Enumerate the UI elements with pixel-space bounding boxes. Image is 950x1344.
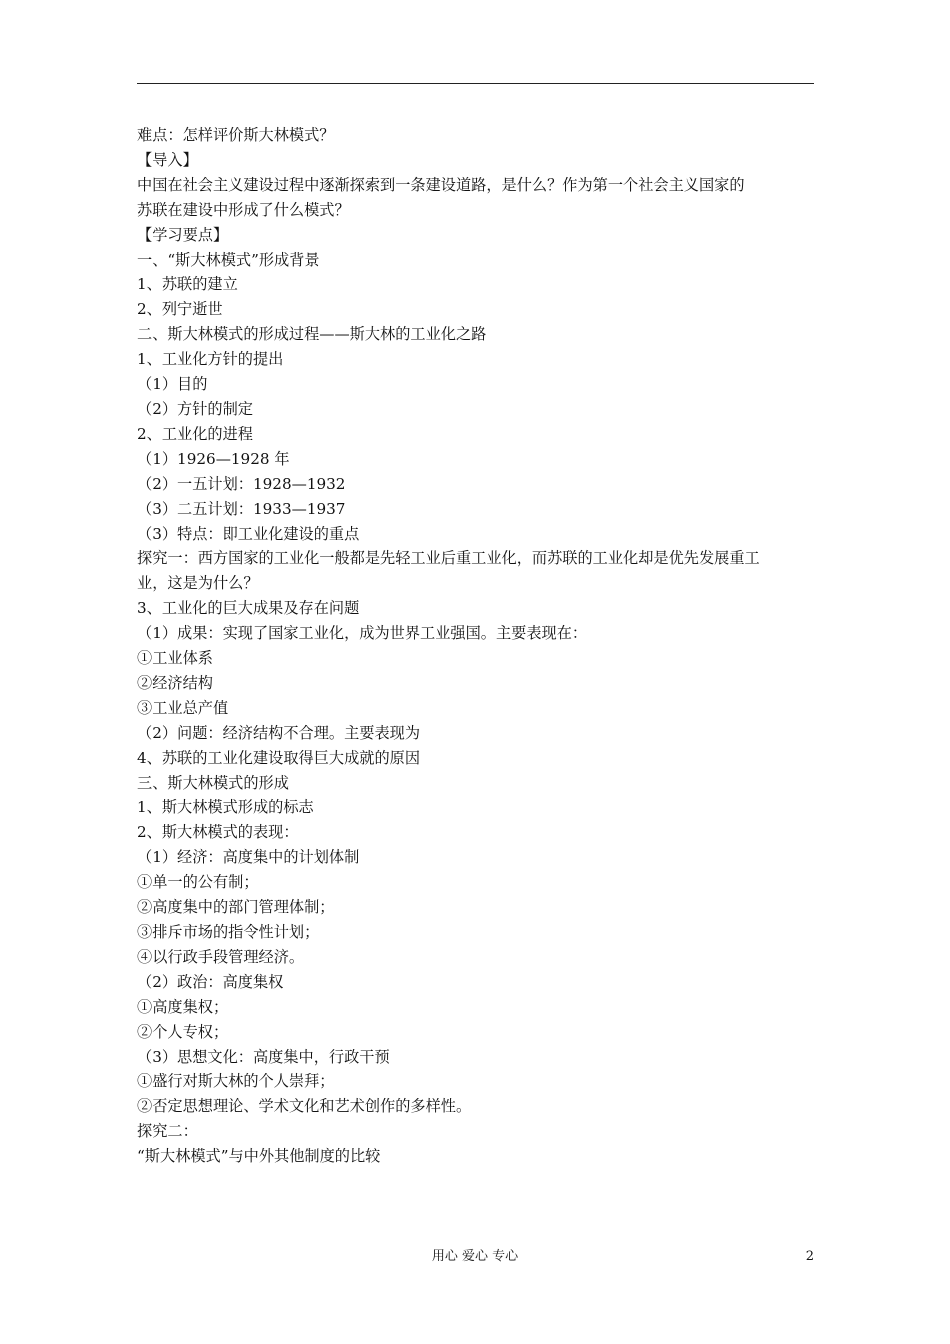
text-line: 【学习要点】 — [137, 225, 229, 244]
text-line: （1）经济：高度集中的计划体制 — [137, 848, 360, 867]
text-line: 2、斯大林模式的表现： — [137, 823, 299, 842]
document-body — [137, 123, 817, 1169]
text-line: ③工业总产值 — [137, 698, 229, 717]
text-line: 2、列宁逝世 — [137, 300, 223, 319]
text-line: 2、工业化的进程 — [137, 424, 253, 443]
text-line: （3）二五计划：1933—1937 — [137, 499, 346, 518]
text-line: ①单一的公有制； — [137, 873, 259, 892]
text-line: ①高度集权； — [137, 997, 229, 1016]
text-line: ②高度集中的部门管理体制； — [137, 898, 335, 917]
text-line: 一、“斯大林模式”形成背景 — [137, 250, 320, 269]
text-line: ③排斥市场的指令性计划； — [137, 923, 320, 941]
text-line: （1）目的 — [137, 375, 208, 394]
text-line: （3）特点：即工业化建设的重点 — [137, 524, 360, 543]
text-line: ④以行政手段管理经济。 — [137, 947, 305, 966]
text-line: 1、工业化方针的提出 — [137, 350, 284, 369]
text-line: 4、苏联的工业化建设取得巨大成就的原因 — [137, 748, 421, 767]
text-line: 1、苏联的建立 — [137, 275, 238, 294]
text-line: 苏联在建设中形成了什么模式？ — [137, 200, 350, 219]
text-line: 二、斯大林模式的形成过程——斯大林的工业化之路 — [137, 325, 487, 344]
text-line: （2）政治：高度集权 — [137, 972, 284, 991]
page-number: 2 — [805, 1249, 814, 1264]
header-rule — [137, 83, 814, 84]
text-line: 3、工业化的巨大成果及存在问题 — [137, 599, 360, 618]
footer-text: 用心 爱心 专心 — [431, 1249, 519, 1264]
text-line: ①盛行对斯大林的个人崇拜； — [137, 1072, 335, 1091]
text-line: （3）思想文化：高度集中，行政干预 — [137, 1047, 390, 1066]
text-line: ①工业体系 — [137, 649, 213, 668]
text-line: ②否定思想理论、学术文化和艺术创作的多样性。 — [137, 1097, 472, 1116]
text-line: 【导入】 — [137, 150, 198, 169]
text-line: （2）问题：经济结构不合理。主要表现为 — [137, 723, 421, 742]
text-line: 探究一：西方国家的工业化一般都是先轻工业后重工业化，而苏联的工业化却是优先发展重工 — [137, 549, 760, 568]
text-line: （2）一五计划：1928—1932 — [137, 474, 346, 493]
text-line: “斯大林模式”与中外其他制度的比较 — [137, 1147, 381, 1166]
text-line: 业，这是为什么？ — [137, 574, 259, 593]
text-line: 三、斯大林模式的形成 — [137, 773, 289, 792]
text-line: （1）成果：实现了国家工业化，成为世界工业强国。主要表现在： — [137, 624, 588, 643]
text-line: 探究二： — [137, 1122, 198, 1141]
text-line: （2）方针的制定 — [137, 399, 253, 418]
text-line: ②经济结构 — [137, 673, 213, 692]
text-line: 中国在社会主义建设过程中逐渐探索到一条建设道路，是什么？作为第一个社会主义国家的 — [137, 175, 745, 194]
text-line: ②个人专权； — [137, 1022, 229, 1041]
text-line: （1）1926—1928 年 — [137, 449, 290, 468]
text-line: 1、斯大林模式形成的标志 — [137, 798, 314, 817]
text-line: 难点：怎样评价斯大林模式？ — [137, 126, 335, 144]
